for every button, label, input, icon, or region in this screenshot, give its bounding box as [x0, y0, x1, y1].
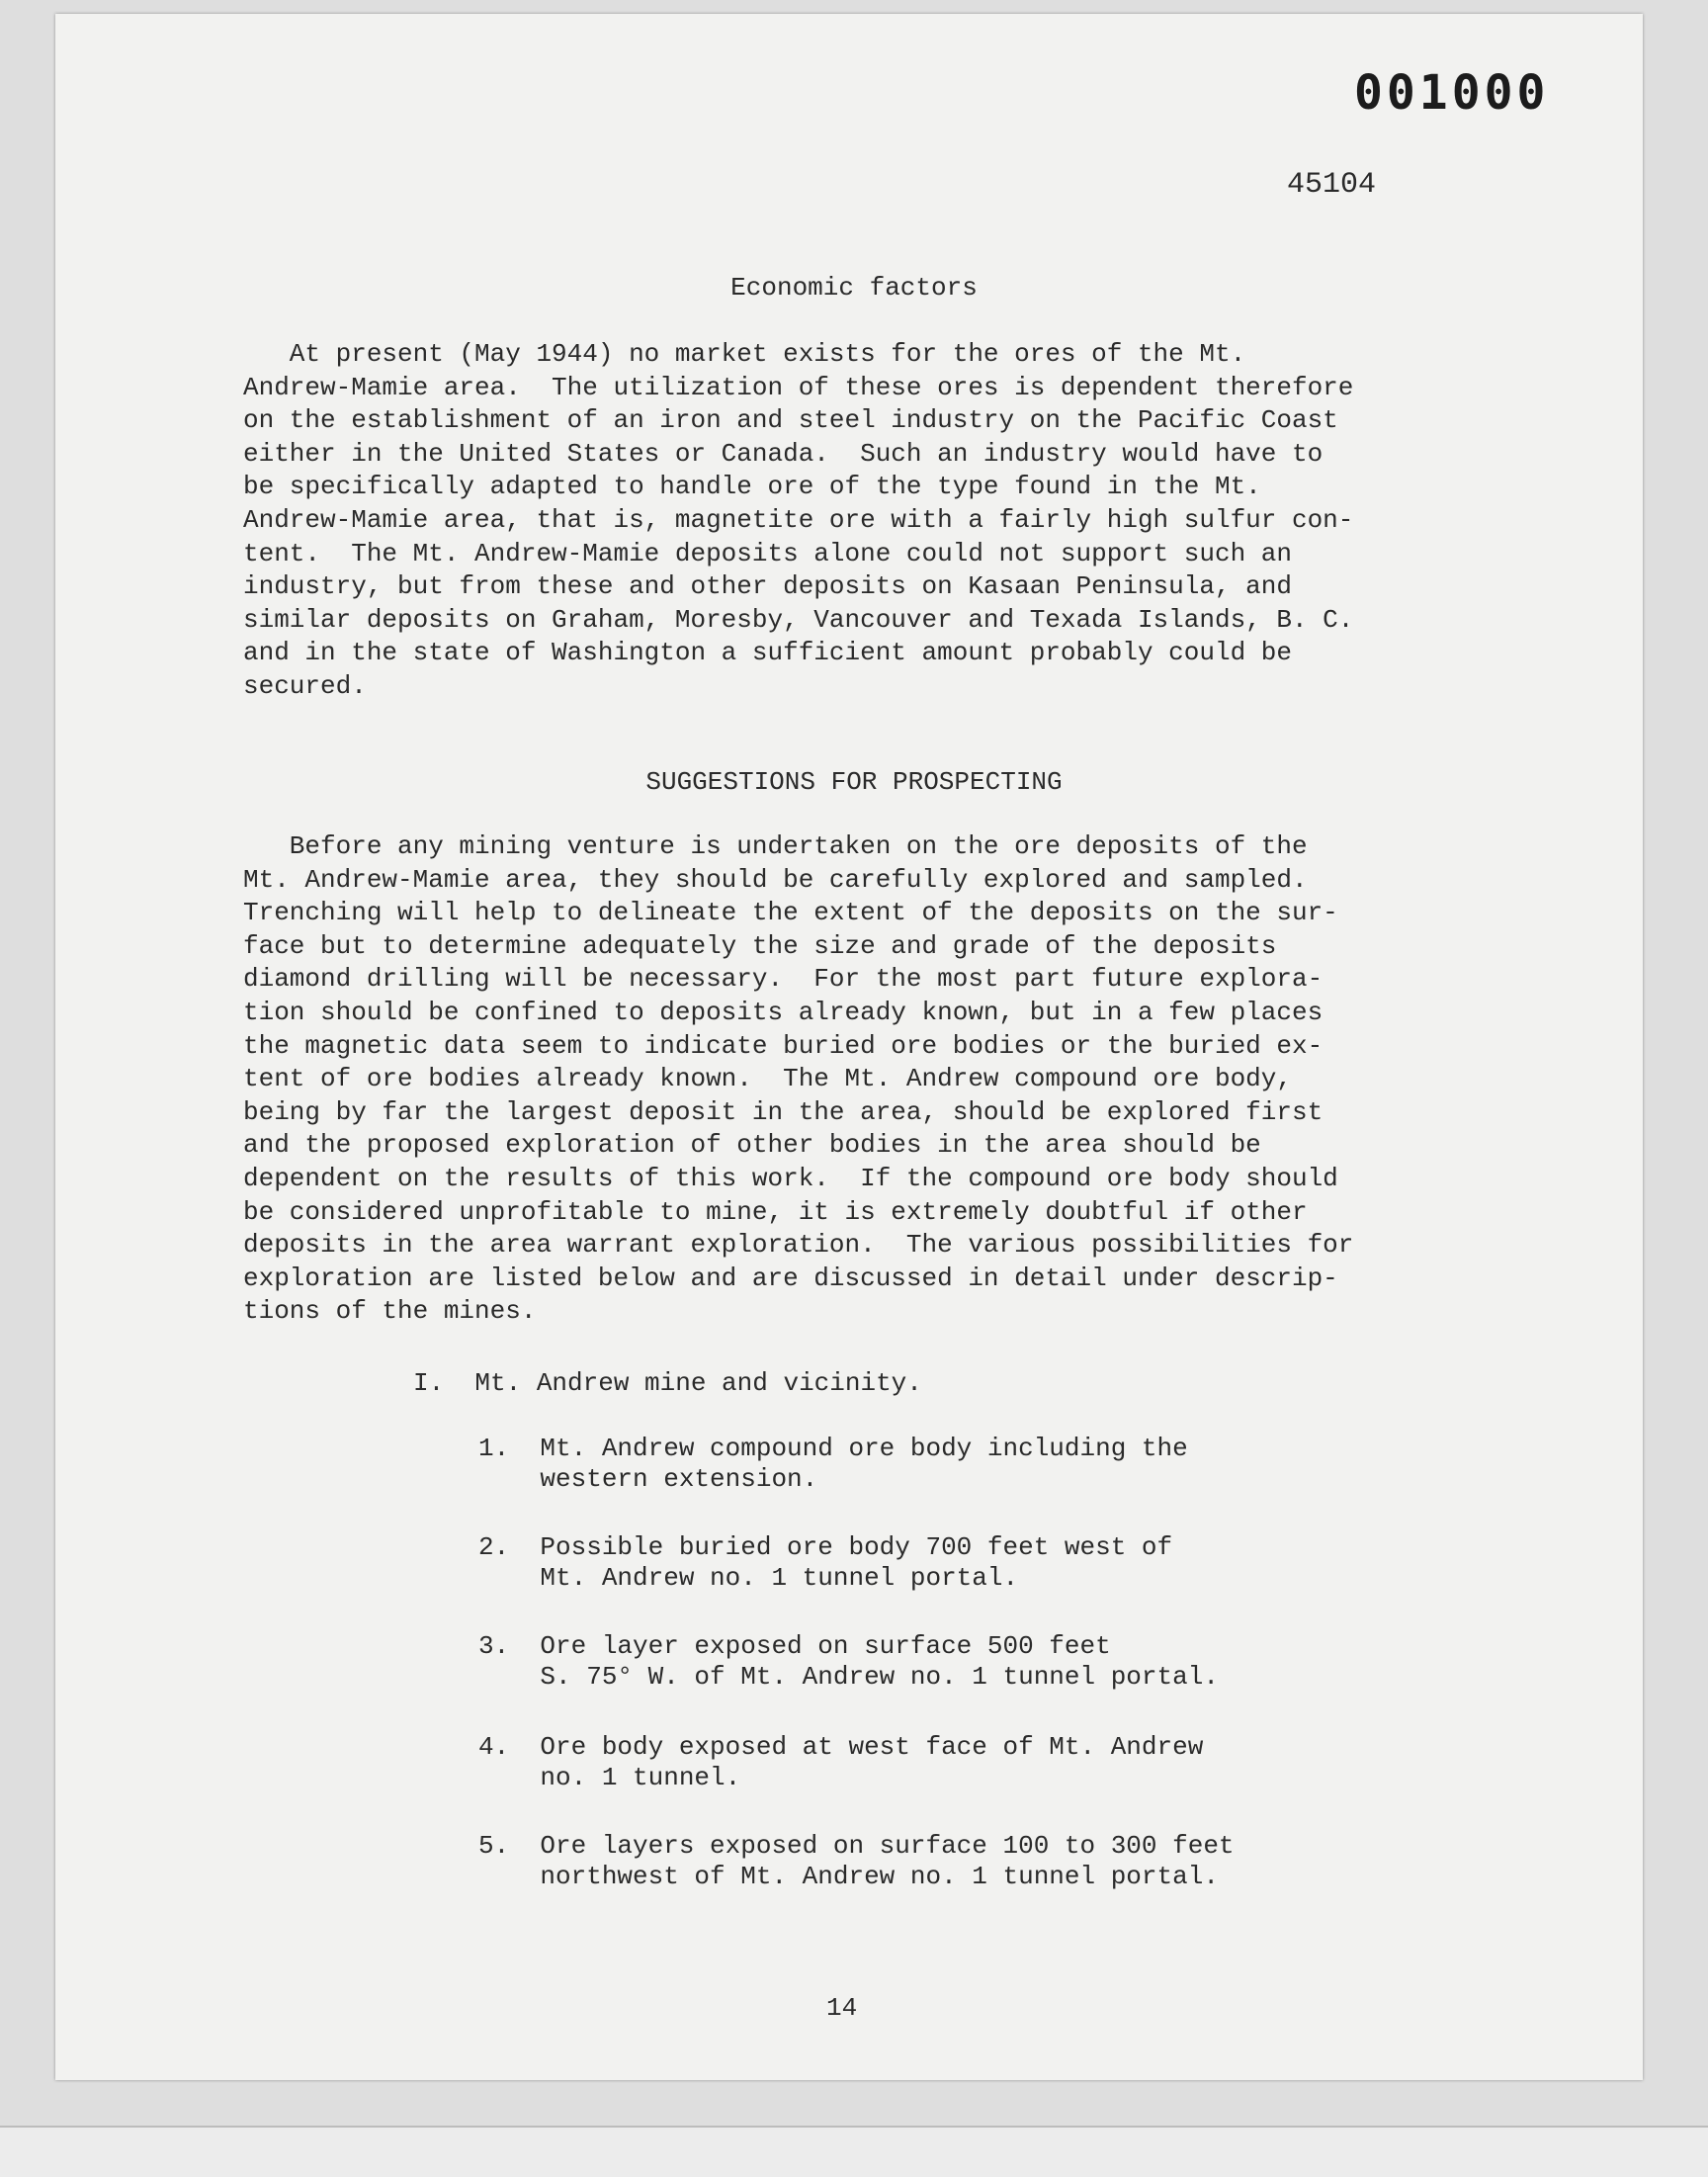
prospecting-heading: SUGGESTIONS FOR PROSPECTING: [645, 767, 1063, 797]
economic-heading: Economic factors: [730, 273, 978, 303]
list-item: 5. Ore layers exposed on surface 100 to 300 feet northwest of Mt. Andrew no. 1 tunnel portal.: [478, 1831, 1235, 1891]
list-item: 4. Ore body exposed at west face of Mt. Andrew no. 1 tunnel.: [478, 1732, 1204, 1792]
list-item: 2. Possible buried ore body 700 feet west of Mt. Andrew no. 1 tunnel portal.: [478, 1532, 1173, 1593]
list-section-heading: I. Mt. Andrew mine and vicinity.: [413, 1368, 922, 1398]
page-number: 14: [826, 1993, 858, 2023]
prospecting-paragraph: Before any mining venture is undertaken on the ore deposits of the Mt. Andrew-Mamie area, they should be carefully explored and sampled. Trenching will help to delineate the extent of the deposits on the sur- face but to determine adequately the size and grade of the deposits diamond drilling will be necessary. For the most part future explora- tion should be confined to deposits already known, but in a few places the magnetic data seem to indicate buried ore bodies or the buried ex- tent of ore bodies already known. The Mt. Andrew compound ore body, being by far the largest deposit in the area, should be explored first and the proposed exploration of other bodies in the area should be dependent on the results of this work. If the compound ore body should be considered unprofitable to mine, it is extremely doubtful if other deposits in the area warrant exploration. The various possibilities for exploration are listed below and are discussed in detail under descrip- tions of the mines.: [243, 831, 1354, 1327]
scan-bottom-strip: [0, 2126, 1708, 2177]
stamp-number: 001000: [1354, 65, 1550, 121]
list-item: 3. Ore layer exposed on surface 500 feet S. 75° W. of Mt. Andrew no. 1 tunnel portal.: [478, 1631, 1219, 1692]
document-number: 45104: [1287, 168, 1377, 202]
list-item: 1. Mt. Andrew compound ore body including the western extension.: [478, 1434, 1188, 1494]
economic-paragraph: At present (May 1944) no market exists for the ores of the Mt. Andrew-Mamie area. The utilization of these ores is dependent therefore on the establishment of an iron and steel industry on the Pacific Coast either in the United States or Canada. Such an industry would have to be specifically adapted to handle ore of the type found in the Mt. Andrew-Mamie area, that is, magnetite ore with a fairly high sulfur con- tent. The Mt. Andrew-Mamie deposits alone could not support such an industry, but from these and other deposits on Kasaan Peninsula, and similar deposits on Graham, Moresby, Vancouver and Texada Islands, B. C. and in the state of Washington a sufficient amount probably could be secured.: [243, 339, 1354, 701]
